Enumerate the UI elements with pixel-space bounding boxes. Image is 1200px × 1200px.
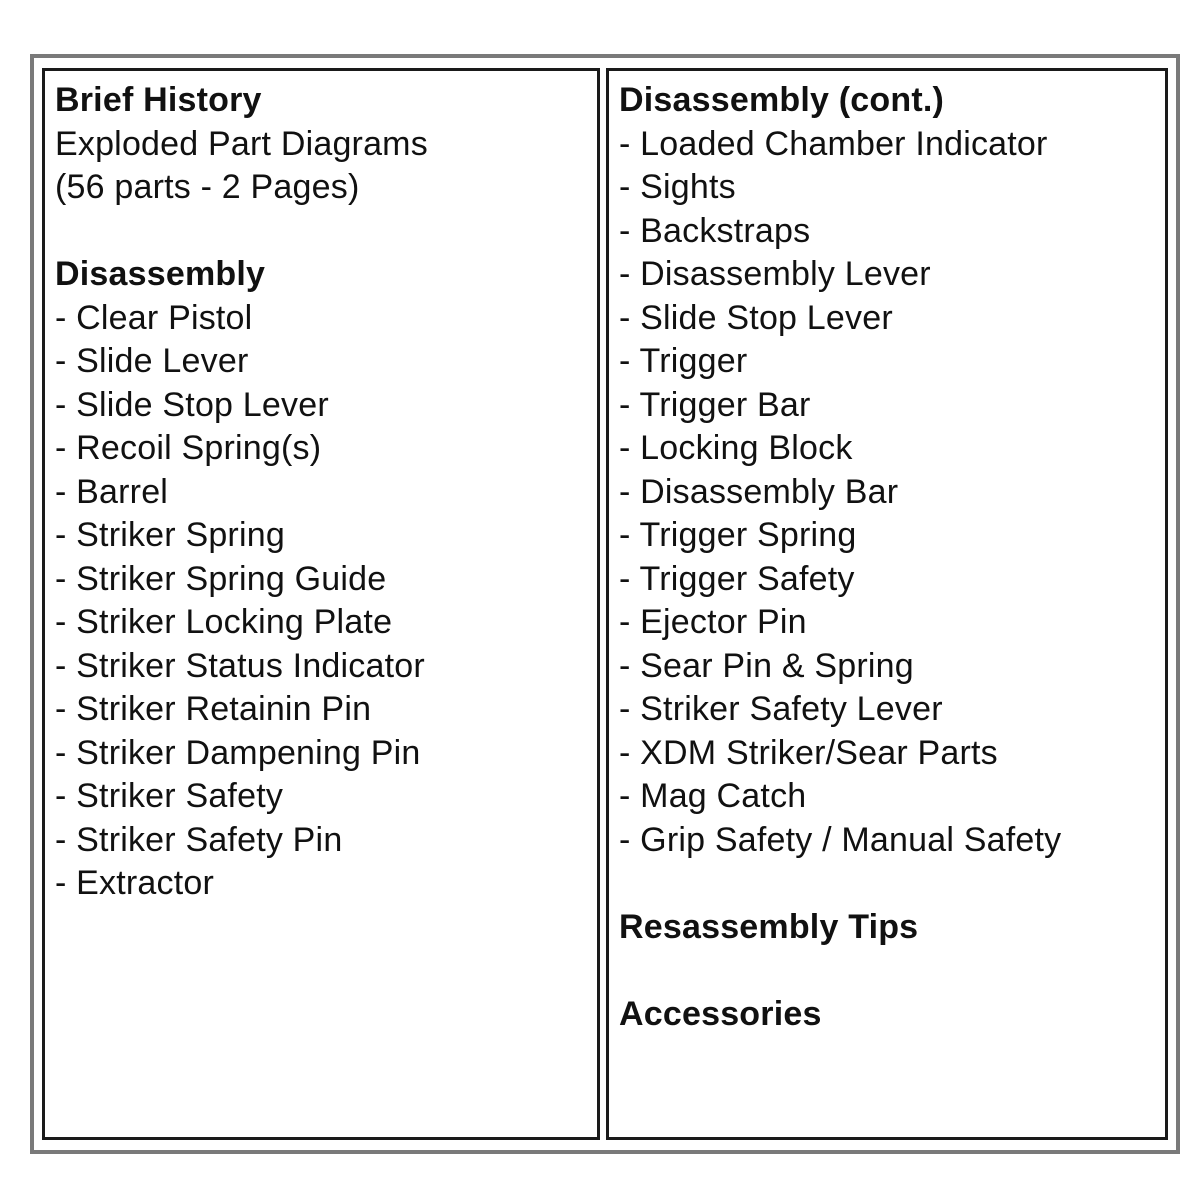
list-item: - Sear Pin & Spring	[619, 646, 914, 685]
list-item: - Striker Locking Plate	[55, 603, 393, 641]
resassembly-tips-heading: Resassembly Tips	[619, 907, 919, 946]
list-item: - Barrel	[55, 472, 169, 511]
list-item: - Striker Dampening Pin	[55, 733, 421, 772]
list-item: - Backstraps	[619, 211, 811, 250]
list-item: - Striker Spring Guide	[55, 559, 387, 598]
disassembly-cont-list	[619, 123, 1165, 863]
list-item: - Slide Lever	[55, 342, 249, 380]
table-of-contents-frame	[30, 54, 1180, 1154]
list-item: - Trigger	[619, 342, 748, 380]
spacer	[55, 210, 597, 254]
list-item: - Grip Safety / Manual Safety	[619, 820, 1062, 859]
list-item: - XDM Striker/Sear Parts	[619, 733, 998, 772]
disassembly-heading: Disassembly	[55, 255, 266, 293]
spacer	[619, 862, 1165, 906]
list-item: - Recoil Spring(s)	[55, 429, 322, 467]
left-column	[42, 68, 600, 1140]
list-item: - Mag Catch	[619, 777, 807, 815]
list-item: - Slide Stop Lever	[619, 298, 893, 337]
list-item: - Striker Retainin Pin	[55, 690, 372, 728]
list-item: - Disassembly Bar	[619, 472, 899, 511]
list-item: - Slide Stop Lever	[55, 385, 329, 424]
list-item: - Striker Spring	[55, 516, 285, 554]
list-item: - Loaded Chamber Indicator	[619, 124, 1048, 163]
list-item: - Ejector Pin	[619, 603, 807, 641]
list-item: - Trigger Safety	[619, 559, 855, 598]
exploded-diagrams-line: Exploded Part Diagrams	[55, 124, 428, 163]
list-item: - Trigger Spring	[619, 516, 857, 554]
list-item: - Disassembly Lever	[619, 255, 931, 293]
list-item: - Extractor	[55, 864, 215, 902]
accessories-heading: Accessories	[619, 994, 822, 1033]
list-item: - Striker Safety Lever	[619, 690, 943, 728]
parts-count-line: (56 parts - 2 Pages)	[55, 168, 360, 206]
right-column	[606, 68, 1168, 1140]
disassembly-list	[55, 297, 597, 906]
list-item: - Striker Safety	[55, 777, 284, 815]
list-item: - Trigger Bar	[619, 385, 811, 424]
list-item: - Locking Block	[619, 429, 853, 467]
list-item: - Striker Status Indicator	[55, 646, 425, 685]
spacer	[619, 949, 1165, 993]
list-item: - Sights	[619, 168, 736, 206]
list-item: - Clear Pistol	[55, 298, 253, 337]
brief-history-heading: Brief History	[55, 81, 262, 119]
list-item: - Striker Safety Pin	[55, 820, 343, 859]
disassembly-cont-heading: Disassembly (cont.)	[619, 81, 945, 119]
